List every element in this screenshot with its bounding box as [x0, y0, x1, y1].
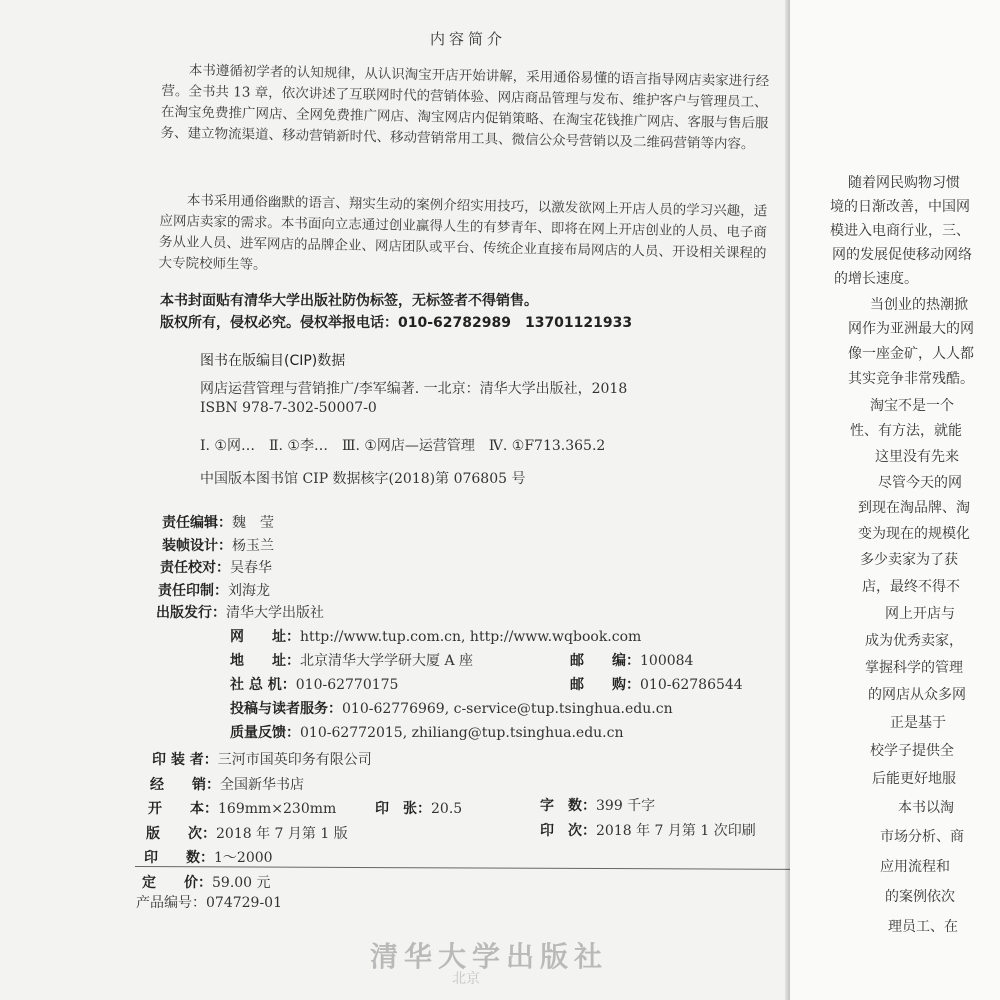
publisher-reader-service: [230, 698, 673, 718]
facing-line: 随着网民购物习惯: [848, 175, 960, 191]
staff-row: [160, 557, 272, 577]
staff-row: [162, 512, 274, 532]
staff-label: 责任校对：: [160, 560, 230, 576]
staff-value: 魏 莹: [232, 515, 274, 531]
product-code-row: [136, 892, 282, 912]
facing-line: 模进入电商行业，三、: [830, 223, 970, 239]
facing-line: 淘宝不是一个: [870, 398, 954, 414]
edition-value: 2018 年 7 月第 1 版: [216, 826, 348, 842]
publisher-zip: [570, 650, 693, 670]
facing-line: 正是基于: [890, 715, 946, 731]
distributor-label: 经 销：: [150, 777, 220, 793]
price-row: [142, 872, 271, 892]
mail-order-label: 邮 购：: [570, 677, 640, 693]
facing-line: 校学子提供全: [870, 743, 954, 759]
publisher-address: [230, 650, 473, 670]
staff-label: 出版发行：: [156, 605, 226, 621]
switchboard-value: 010-62770175: [295, 677, 399, 693]
facing-line: 网的发展促使移动网络: [832, 247, 972, 263]
format-label: 开 本：: [148, 801, 218, 817]
feedback-label: 质量反馈：: [230, 725, 300, 741]
website-value: http://www.tup.com.cn, http://www.wqbook.com: [300, 629, 642, 645]
facing-line: 应用流程和: [880, 859, 950, 875]
facing-line: 的增长速度。: [834, 271, 918, 287]
print-run-row: [144, 847, 273, 867]
publisher-watermark: 清华大学出版社: [370, 940, 609, 973]
staff-label: 责任印制：: [158, 583, 228, 599]
facing-line: 变为现在的规模化: [858, 526, 970, 542]
facing-page: [790, 0, 1000, 1000]
impression-value: 2018 年 7 月第 1 次印刷: [596, 823, 756, 839]
cip-heading: 图书在版编目(CIP)数据: [200, 353, 346, 369]
mail-order-value: 010-62786544: [640, 677, 743, 693]
reader-service-label: 投稿与读者服务：: [230, 701, 342, 717]
sheets-row: [375, 798, 462, 818]
edition-label: 版 次：: [146, 826, 216, 842]
summary-paragraph-2: 本书采用通俗幽默的语言、翔实生动的案例介绍实用技巧，以激发欲网上开店人员的学习兴趣，适应网店卖家的需求。本书面向立志通过创业赢得人生的有梦青年、即将在网上开店创业的人员、电子商务从业人员、进军网店的品牌企业、网店团队或平台、传统企业直接布局网店的人员、开设相关课程的大专院校师生等。: [158, 192, 768, 274]
impression-label: 印 次：: [540, 823, 596, 839]
staff-row: [162, 535, 274, 555]
facing-line: 当创业的热潮掀: [870, 297, 968, 313]
cip-isbn: ISBN 978-7-302-50007-0: [200, 400, 377, 416]
facing-line: 到现在淘品牌、淘: [858, 500, 970, 516]
facing-line: 市场分析、商: [880, 829, 964, 845]
staff-value: 刘海龙: [228, 583, 270, 599]
facing-line: 后能更好地服: [872, 771, 956, 787]
facing-line: 多少卖家为了获: [860, 552, 958, 568]
word-count-value: 399 千字: [596, 798, 656, 814]
format-value: 169mm×230mm: [218, 801, 337, 817]
printer-value: 三河市国英印务有限公司: [217, 752, 372, 768]
sheets-label: 印 张：: [375, 801, 431, 817]
facing-line: 境的日渐改善，中国网: [830, 199, 970, 215]
facing-line: 尽管今天的网: [878, 475, 962, 491]
website-label: 网 址：: [230, 629, 300, 645]
staff-value: 清华大学出版社: [226, 605, 324, 621]
feedback-value: 010-62772015, zhiliang@tup.tsinghua.edu.cn: [300, 725, 624, 741]
price-value: 59.00 元: [212, 875, 271, 891]
staff-row: [156, 602, 324, 622]
summary-paragraph-1: 本书遵循初学者的认知规律，从认识淘宝开店开始讲解，采用通俗易懂的语言指导网店卖家进行经营。全书共 13 章，依次讲述了互联网时代的营销体验、网店商品管理与发布、维护客户与管理员工、在淘宝免费推广网店、全网免费推广网店、淘宝网店内促销策略、在淘宝花钱推广网店、客服与售后服务、建立物流渠道、移动营销新时代、移动营销常用工具、微信公众号营销以及二维码营销等内容。: [160, 62, 770, 153]
printer-label: 印 装 者：: [152, 752, 218, 768]
word-count-row: [540, 795, 655, 815]
cip-classification: Ⅰ. ①网… Ⅱ. ①李… Ⅲ. ①网店—运营管理 Ⅳ. ①F713.365.2: [200, 438, 606, 454]
staff-label: 装帧设计：: [162, 538, 232, 554]
switchboard-label: 社 总 机：: [230, 677, 296, 693]
reader-service-value: 010-62776969, c-service@tup.tsinghua.edu.cn: [342, 701, 673, 717]
publisher-switchboard: [230, 674, 398, 694]
zip-value: 100084: [640, 653, 694, 669]
product-code-label: 产品编号：: [136, 895, 206, 911]
facing-line: 其实竞争非常残酷。: [848, 371, 974, 387]
divider-line: [135, 866, 830, 870]
publisher-website: [230, 626, 641, 646]
facing-line: 的案例依次: [885, 889, 955, 905]
cip-book-entry: 网店运营管理与营销推广/李军编著. 一北京：清华大学出版社，2018: [200, 381, 628, 397]
copyright-notice: 版权所有，侵权必究。侵权举报电话：010-62782989 13701121933: [160, 315, 633, 331]
sheets-value: 20.5: [431, 801, 463, 817]
anti-counterfeit-notice: 本书封面贴有清华大学出版社防伪标签，无标签者不得销售。: [160, 293, 538, 309]
facing-line: 网上开店与: [885, 606, 955, 622]
publisher-watermark-city: 北京: [452, 971, 480, 987]
facing-line: 掌握科学的管理: [865, 660, 963, 676]
facing-line: 的网店从众多网: [868, 687, 966, 703]
address-label: 地 址：: [230, 653, 300, 669]
product-code-value: 074729-01: [206, 895, 282, 911]
facing-line: 像一座金矿，人人都: [848, 346, 974, 362]
print-run-value: 1～2000: [214, 850, 273, 866]
format-row: [148, 798, 336, 818]
cip-record-number: 中国版本图书馆 CIP 数据核字(2018)第 076805 号: [200, 471, 526, 487]
facing-line: 理员工、在: [888, 919, 958, 935]
facing-line: 这里没有先来: [875, 449, 959, 465]
print-run-label: 印 数：: [144, 850, 214, 866]
distributor-value: 全国新华书店: [220, 777, 304, 793]
facing-line: 本书以淘: [898, 800, 954, 816]
staff-row: [158, 580, 270, 600]
staff-value: 杨玉兰: [232, 538, 274, 554]
facing-line: 店，最终不得不: [862, 579, 960, 595]
facing-line: 成为优秀卖家，: [865, 633, 963, 649]
edition-row: [146, 823, 348, 843]
impression-row: [540, 820, 756, 840]
zip-label: 邮 编：: [570, 653, 640, 669]
facing-line: 性、有方法，就能: [850, 423, 962, 439]
facing-line: 网作为亚洲最大的网: [848, 321, 974, 337]
price-label: 定 价：: [142, 875, 212, 891]
summary-title: 内容简介: [430, 30, 507, 48]
publisher-mail-order: [570, 674, 743, 694]
publisher-quality-feedback: [230, 722, 623, 742]
distributor-row: [150, 774, 304, 794]
word-count-label: 字 数：: [540, 798, 596, 814]
staff-value: 吴春华: [230, 560, 272, 576]
address-value: 北京清华大学学研大厦 A 座: [300, 653, 474, 669]
printer-row: [152, 749, 372, 769]
staff-label: 责任编辑：: [162, 515, 232, 531]
